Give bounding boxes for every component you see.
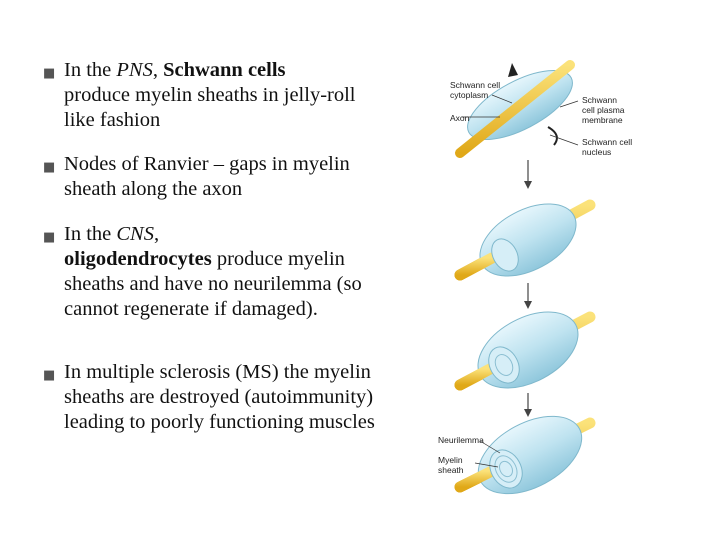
stage-2 <box>460 189 590 291</box>
bullet-text: Nodes of Ranvier – gaps in myelin sheath along the axon <box>64 153 350 200</box>
bullet-item <box>40 222 385 322</box>
bullet-text: In multiple sclerosis (MS) the myelin sheaths are destroyed (autoimmunity) leading to poorly functioning muscles <box>64 361 375 433</box>
square-bullet-icon: ■ <box>43 160 56 175</box>
bullet-emphasis: PNS <box>116 59 153 81</box>
bullet-text: produce myelin sheaths in jelly-roll like fashion <box>64 84 356 131</box>
myelination-figure <box>420 55 710 495</box>
bullet-text: In the <box>64 59 117 81</box>
label-schwann-cell-nucleus: Schwann cell nucleus <box>582 137 633 157</box>
bullet-text: , <box>153 223 160 245</box>
bullet-emphasis: CNS <box>116 223 154 245</box>
bullet-text: In the <box>64 223 117 245</box>
bullet-item <box>40 58 385 133</box>
square-bullet-icon: ■ <box>43 230 56 245</box>
stage-3 <box>460 296 591 403</box>
label-myelin-sheath: Myelin sheath <box>438 455 464 475</box>
label-axon: Axon <box>450 113 470 123</box>
label-schwann-cell-cytoplasm: Schwann cell cytoplasm <box>450 80 501 100</box>
bullet-strong: Schwann cells <box>163 59 286 81</box>
bullet-strong: oligodendrocytes <box>64 248 212 270</box>
bullet-text: , <box>152 59 164 81</box>
bullet-item <box>40 360 385 435</box>
square-bullet-icon: ■ <box>43 66 56 81</box>
label-schwann-cell-plasma-membrane: Schwann cell plasma membrane <box>582 95 625 125</box>
label-neurilemma: Neurilemma <box>438 435 484 445</box>
bullet-item <box>40 152 385 202</box>
bullet-text: produce myelin sheaths and have no neurilemma (so cannot regenerate if damaged). <box>64 248 362 320</box>
curved-arrow-icon <box>508 63 518 77</box>
square-bullet-icon: ■ <box>43 368 56 383</box>
stage-1-schwann-wrap <box>458 57 583 154</box>
